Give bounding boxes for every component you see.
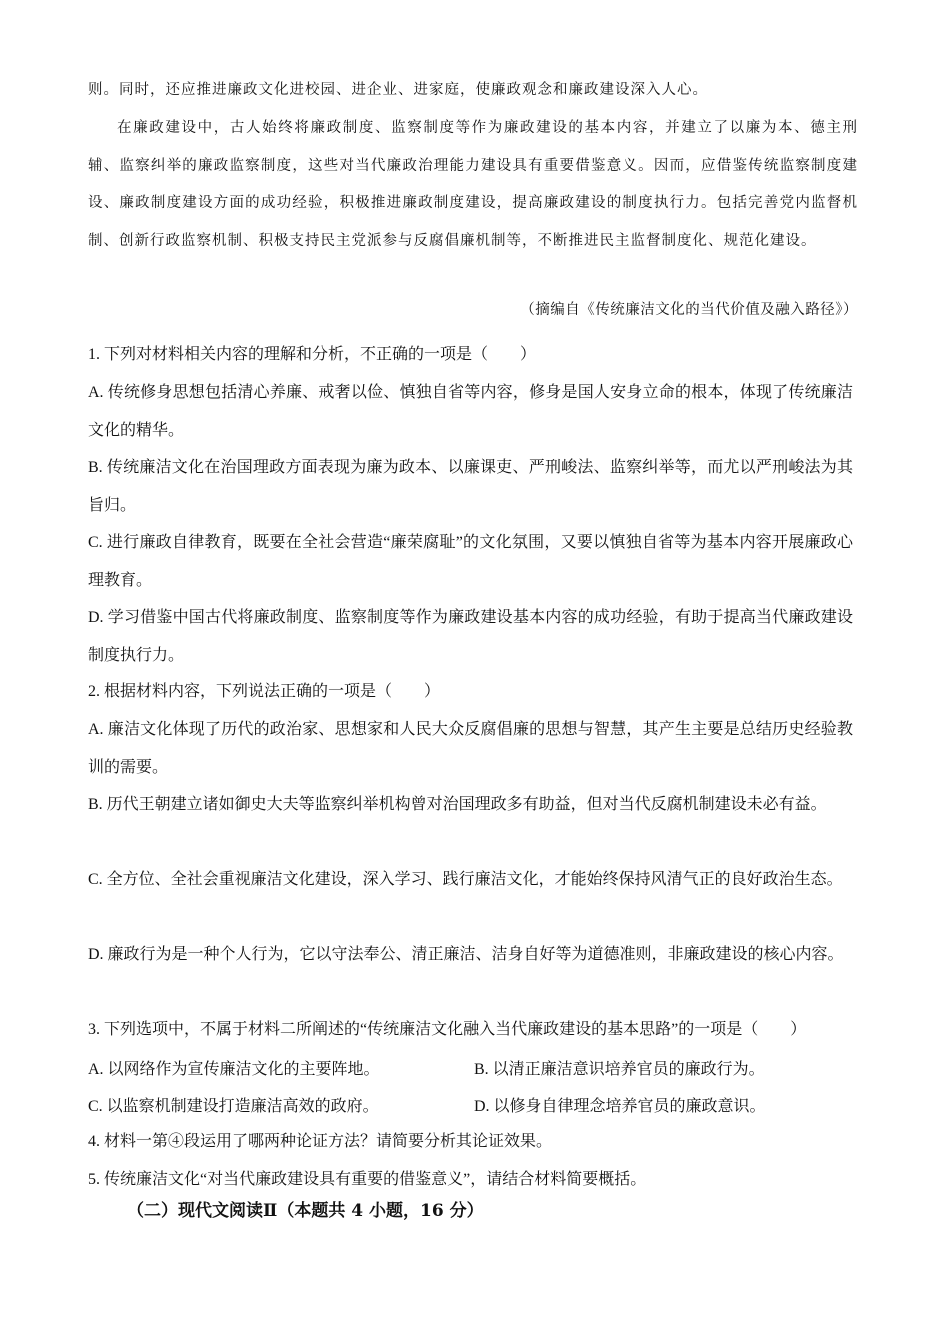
q3-option-c: C. 以监察机制建设打造廉洁高效的政府。: [88, 1098, 379, 1115]
q1-option-c: C. 进行廉政自律教育，既要在全社会营造“廉荣腐耻”的文化氛围，又要以慎独自省等为基本内容开展廉政心理教育。: [88, 534, 853, 589]
q2-option-b: B. 历代王朝建立诸如御史大夫等监察纠举机构曾对治国理政多有助益，但对当代反腐机制建设未必有益。: [88, 796, 827, 813]
passage-paragraph-1: 则。同时，还应推进廉政文化进校园、进企业、进家庭，使廉政观念和廉政建设深入人心。: [88, 82, 708, 98]
q2-option-a: A. 廉洁文化体现了历代的政治家、思想家和人民大众反腐倡廉的思想与智慧，其产生主要是总结历史经验教训的需要。: [88, 721, 853, 776]
q1-option-d: D. 学习借鉴中国古代将廉政制度、监察制度等作为廉政建设基本内容的成功经验，有助于提高当代廉政建设制度执行力。: [88, 609, 853, 664]
section-title: （二）现代文阅读Ⅱ（本题共 4 小题，16 分）: [127, 1201, 484, 1221]
passage-paragraph-2: 在廉政建设中，古人始终将廉政制度、监察制度等作为廉政建设的基本内容，并建立了以廉为本、德主刑辅、监察纠举的廉政监察制度，这些对当代廉政治理能力建设具有重要借鉴意义。因而，应借鉴传统监察制度建设、廉政制度建设方面的成功经验，积极推进廉政制度建设，提高廉政建设的制度执行力。包括完善党内监督机制、创新行政监察机制、积极支持民主党派参与反腐倡廉机制等，不断推进民主监督制度化、规范化建设。: [88, 120, 858, 249]
q2-option-c: C. 全方位、全社会重视廉洁文化建设，深入学习、践行廉洁文化，才能始终保持风清气正的良好政治生态。: [88, 871, 843, 888]
q1-option-a: A. 传统修身思想包括清心养廉、戒奢以俭、慎独自省等内容，修身是国人安身立命的根本，体现了传统廉洁文化的精华。: [88, 384, 853, 439]
q4-stem: 4. 材料一第④段运用了哪两种论证方法？请简要分析其论证效果。: [88, 1133, 553, 1150]
q2-option-d: D. 廉政行为是一种个人行为，它以守法奉公、清正廉洁、洁身自好等为道德准则，非廉政建设的核心内容。: [88, 946, 844, 963]
q1-option-b: B. 传统廉洁文化在治国理政方面表现为廉为政本、以廉课吏、严刑峻法、监察纠举等，而尤以严刑峻法为其旨归。: [88, 459, 853, 514]
q1-stem: 1. 下列对材料相关内容的理解和分析，不正确的一项是（ ）: [88, 346, 537, 363]
q3-option-d: D. 以修身自律理念培养官员的廉政意识。: [474, 1098, 766, 1115]
q5-stem: 5. 传统廉洁文化“对当代廉政建设具有重要的借鉴意义”，请结合材料简要概括。: [88, 1171, 647, 1188]
q2-stem: 2. 根据材料内容，下列说法正确的一项是（ ）: [88, 683, 441, 700]
q3-option-b: B. 以清正廉洁意识培养官员的廉政行为。: [474, 1061, 765, 1078]
q3-stem: 3. 下列选项中，不属于材料二所阐述的“传统廉洁文化融入当代廉政建设的基本思路”的一项是（ ）: [88, 1021, 807, 1038]
passage-source: （摘编自《传统廉洁文化的当代价值及融入路径》）: [520, 302, 858, 318]
q3-option-a: A. 以网络作为宣传廉洁文化的主要阵地。: [88, 1061, 380, 1078]
